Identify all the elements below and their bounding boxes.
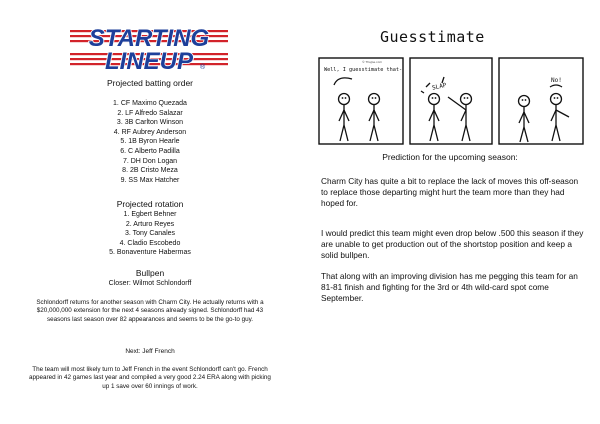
panel1-figures bbox=[334, 78, 380, 141]
next-paragraph: The team will most likely turn to Jeff French in the event Schlondorff can't go. French appeared in 42 games last year and compiled a very good 2.24 ERA along with picking up 1 save over 60 innings of work. bbox=[29, 366, 271, 390]
batting-item: 9. SS Max Hatcher bbox=[120, 176, 180, 184]
comic-title: Guesstimate bbox=[380, 28, 485, 46]
closer-label: Closer: Wilmot Schlondorff bbox=[108, 280, 192, 287]
rotation-item: 2. Arturo Reyes bbox=[125, 220, 175, 228]
comic-strip bbox=[318, 57, 584, 147]
batting-item: 3. 3B Carlton Winson bbox=[116, 119, 184, 127]
batting-list bbox=[0, 99, 300, 185]
comic-panel-2 bbox=[410, 58, 492, 144]
prediction-paragraph: I would predict this team might even drop below .500 this season if they are unable to get production out of the shortstop position and keep a solid bullpen. bbox=[321, 228, 584, 261]
batting-item: 6. C Alberto Padilla bbox=[120, 147, 180, 155]
prediction-paragraph: Charm City has quite a bit to replace the lack of moves this off-season to replace those departing might hurt the team more than they had hoped for. bbox=[321, 176, 579, 209]
batting-item: 4. RF Aubrey Anderson bbox=[113, 128, 187, 136]
batting-item: 5. 1B Byron Hearle bbox=[120, 138, 180, 146]
rotation-item: 3. Tony Canales bbox=[124, 230, 176, 238]
closer-paragraph: Schlondorff returns for another season with Charm City. He actually returns with a $20,000,000 extension for the next 4 seasons already signed. Schlondorff had 43 seasons last season over 82 appearances and seems to be the go-to guy. bbox=[36, 299, 264, 323]
logo-registered-mark: ® bbox=[200, 64, 206, 71]
comic-bubble-1: Well, I guesstimate that- bbox=[324, 67, 403, 73]
prediction-heading: Prediction for the upcoming season: bbox=[382, 152, 518, 162]
comic-panel-3 bbox=[499, 58, 583, 144]
batting-heading: Projected batting order bbox=[107, 78, 193, 88]
panel3-figures bbox=[519, 85, 570, 142]
comic-credit: © TheJoe.com bbox=[362, 60, 383, 64]
batting-item: 7. DH Don Logan bbox=[122, 157, 178, 165]
rotation-heading: Projected rotation bbox=[116, 199, 184, 209]
batting-item: 1. CF Maximo Quezada bbox=[113, 100, 187, 107]
rotation-item: 5. Bonaventure Habermas bbox=[109, 249, 191, 257]
rotation-list bbox=[0, 210, 300, 258]
rotation-item: 1. Egbert Behner bbox=[123, 211, 177, 218]
comic-bubble-3: No! bbox=[551, 77, 562, 84]
next-label: Next: Jeff French bbox=[125, 348, 175, 355]
comic-sound-effect: SLAP bbox=[431, 81, 448, 92]
prediction-paragraph: That along with an improving division has me pegging this team for an 81-81 finish and fighting for the 3rd or 4th wild-card spot come September. bbox=[321, 271, 578, 304]
batting-item: 8. 2B Cristo Meza bbox=[122, 167, 178, 175]
starting-lineup-logo bbox=[70, 22, 228, 74]
logo-line1: STARTING bbox=[88, 25, 210, 52]
batting-item: 2. LF Alfredo Salazar bbox=[117, 109, 183, 117]
bullpen-heading: Bullpen bbox=[135, 268, 165, 278]
logo-line2: LINEUP bbox=[104, 48, 194, 74]
rotation-item: 4. Cladio Escobedo bbox=[119, 239, 181, 247]
